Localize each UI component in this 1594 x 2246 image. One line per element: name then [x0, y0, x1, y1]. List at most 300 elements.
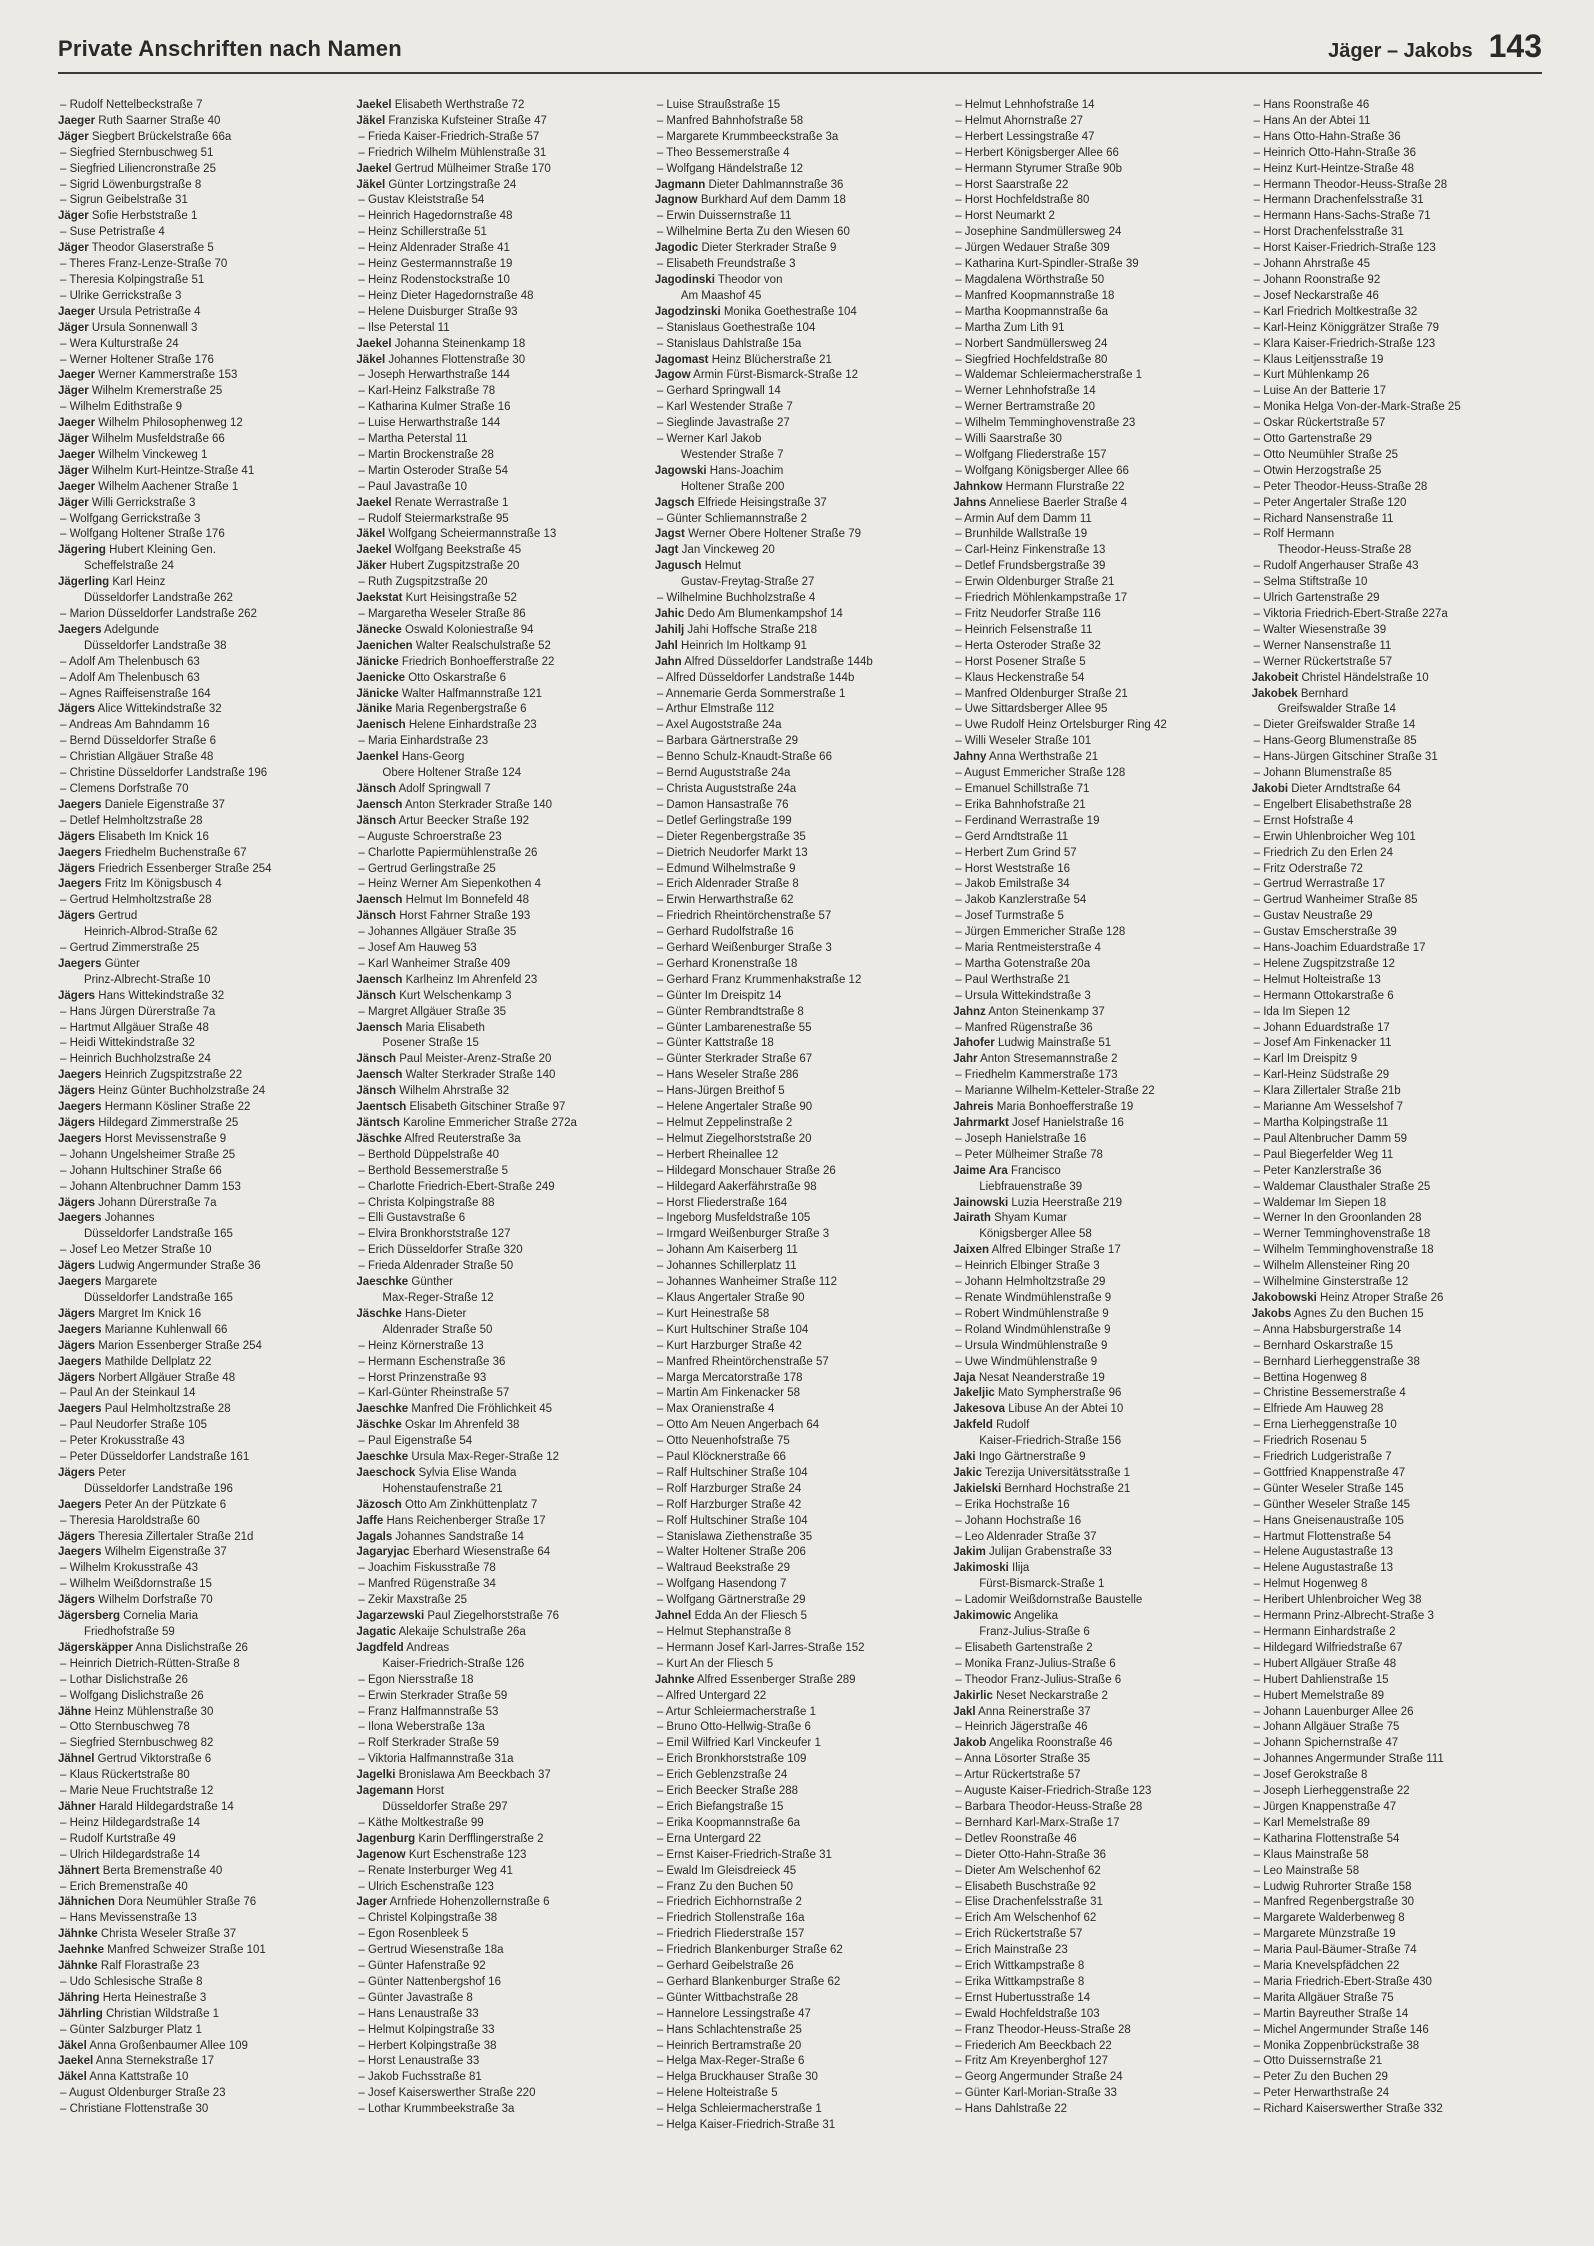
directory-entry [1252, 496, 1542, 512]
entry-text: – Luise Straußstraße 15 [656, 99, 781, 111]
directory-entry [953, 1927, 1243, 1943]
entry-text: – Detlef Frundsbergstraße 39 [955, 560, 1106, 573]
entry-text: Siegbert Brückelstraße 66a [91, 130, 232, 143]
directory-entry [655, 1577, 945, 1593]
directory-entry [953, 591, 1243, 607]
entry-text: Maria Regenbergstraße 6 [395, 703, 527, 716]
directory-entry [1252, 1927, 1542, 1943]
entry-text: Dieter Sterkrader Straße 9 [701, 242, 837, 255]
directory-entry [1252, 909, 1542, 925]
entry-text: Nesat Neanderstraße 19 [978, 1371, 1105, 1384]
entry-text: – Erwin Oldenburger Straße 21 [955, 576, 1115, 589]
surname: Jagodzinski [654, 305, 721, 318]
entry-text: – Erwin Duissernstraße 11 [656, 210, 792, 223]
directory-entry [953, 814, 1243, 830]
entry-text: Jan Vinckeweg 20 [681, 544, 775, 557]
directory-entry [953, 1577, 1243, 1593]
entry-text: Düsseldorfer Landstraße 262 [84, 592, 233, 605]
entry-text: – Luise An der Batterie 17 [1253, 385, 1386, 398]
entry-text: – Johann Blumenstraße 85 [1253, 767, 1392, 780]
entry-text: – Helmut Stephanstraße 8 [656, 1626, 792, 1638]
surname: Jäker [356, 560, 387, 573]
directory-column-3 [655, 98, 945, 2206]
directory-entry [655, 1864, 945, 1880]
entry-text: – Hans Roonstraße 46 [1253, 99, 1370, 111]
directory-entry [1252, 1450, 1542, 1466]
surname: Jaensch [356, 1069, 403, 1082]
entry-text: Anna Kattstraße 10 [89, 2071, 189, 2084]
surname: Jägers [58, 1307, 96, 1320]
directory-entry [655, 1339, 945, 1355]
entry-text: Dieter Dahlmannstraße 36 [708, 178, 844, 191]
entry-text: – Gertrud Helmholtzstraße 28 [60, 894, 212, 907]
directory-entry [356, 1673, 646, 1689]
surname: Jägers [58, 910, 96, 923]
directory-entry [1252, 193, 1542, 209]
entry-text: – Richard Nansenstraße 11 [1253, 512, 1394, 525]
directory-entry [655, 2039, 945, 2055]
directory-entry [953, 830, 1243, 846]
entry-text: – Hans Otto-Hahn-Straße 36 [1253, 130, 1401, 143]
entry-text: – Emanuel Schillstraße 71 [955, 782, 1090, 795]
directory-entry [58, 718, 348, 734]
directory-entry [655, 178, 945, 194]
directory-entry [356, 1052, 646, 1068]
directory-entry [1252, 1832, 1542, 1848]
surname: Jäger [58, 130, 89, 143]
entry-text: – Herta Osteroder Straße 32 [955, 639, 1101, 652]
directory-entry [58, 1386, 348, 1402]
entry-text: – Heinz Körnerstraße 13 [358, 1339, 484, 1352]
directory-entry [58, 400, 348, 416]
entry-text: Sofie Herbststraße 1 [91, 210, 198, 223]
entry-text: – Jakob Kanzlerstraße 54 [955, 894, 1087, 907]
directory-entry [58, 162, 348, 178]
directory-entry [655, 702, 945, 718]
directory-entry [356, 1386, 646, 1402]
directory-entry [655, 782, 945, 798]
directory-entry [58, 1577, 348, 1593]
entry-text: – Martin Bayreuther Straße 14 [1253, 2007, 1409, 2020]
directory-entry [655, 1211, 945, 1227]
entry-text: – Uwe Sittardsberger Allee 95 [955, 703, 1108, 716]
surname: Jäger [58, 433, 89, 446]
surname: Jäkel [356, 178, 386, 191]
directory-entry [356, 1291, 646, 1307]
entry-text: – Heinrich Elbinger Straße 3 [955, 1260, 1100, 1273]
entry-text: – Stanislawa Ziethenstraße 35 [656, 1530, 813, 1543]
entry-text: Anton Stresemannstraße 2 [980, 1053, 1118, 1066]
directory-entry [1252, 146, 1542, 162]
directory-entry [58, 941, 348, 957]
entry-text: – Hans Weseler Straße 286 [656, 1069, 799, 1082]
entry-text: Wilhelm Dorfstraße 70 [98, 1594, 213, 1607]
directory-entry [953, 1959, 1243, 1975]
surname: Jänsch [356, 782, 397, 795]
directory-entry [356, 559, 646, 575]
entry-text: – Christiane Flottenstraße 30 [60, 2103, 209, 2116]
directory-entry [58, 1466, 348, 1482]
directory-entry [356, 1084, 646, 1100]
directory-entry [58, 989, 348, 1005]
entry-text: – Hans Mevissenstraße 13 [60, 1912, 197, 1925]
surname: Jagst [654, 528, 685, 541]
directory-entry [655, 973, 945, 989]
directory-entry [953, 1211, 1243, 1227]
entry-text: – Leo Mainstraße 58 [1253, 1864, 1360, 1877]
entry-text: – Richard Kaiserswerther Straße 332 [1253, 2103, 1443, 2116]
directory-entry [356, 1275, 646, 1291]
directory-entry [655, 273, 945, 289]
surname: Jänsch [356, 989, 397, 1002]
entry-text: Max-Reger-Straße 12 [382, 1291, 494, 1304]
entry-text: – Franz Theodor-Heuss-Straße 28 [955, 2023, 1131, 2036]
entry-text: – Fritz Neudorfer Straße 116 [955, 608, 1101, 620]
entry-text: – Katharina Kulmer Straße 16 [358, 401, 511, 414]
directory-entry [1252, 766, 1542, 782]
directory-entry [58, 1880, 348, 1896]
entry-text: Heinz Günter Buchholzstraße 24 [98, 1085, 266, 1098]
entry-text: – Johann Allgäuer Straße 75 [1253, 1721, 1400, 1734]
surname: Jägers [58, 989, 96, 1002]
surname: Jährling [58, 2007, 103, 2020]
directory-entry [356, 353, 646, 369]
directory-entry [1252, 1434, 1542, 1450]
directory-entry [953, 1975, 1243, 1991]
directory-entry [58, 1434, 348, 1450]
directory-entry [58, 1371, 348, 1387]
surname: Jairath [953, 1212, 991, 1225]
entry-text: – Hans Lenaustraße 33 [358, 2007, 479, 2020]
surname: Jaenisch [356, 719, 406, 732]
entry-text: – Horst Hochfeldstraße 80 [955, 194, 1090, 207]
entry-text: Marion Essenberger Straße 254 [98, 1339, 262, 1352]
directory-entry [58, 1227, 348, 1243]
entry-text: – Martha Koopmannstraße 6a [955, 305, 1108, 318]
directory-entry [356, 1705, 646, 1721]
directory-entry [356, 1371, 646, 1387]
entry-text: – Manfred Koopmannstraße 18 [955, 289, 1115, 302]
entry-text: – Klara Zillertaler Straße 21b [1253, 1085, 1401, 1098]
directory-entry [1252, 1848, 1542, 1864]
entry-text: – Hans-Joachim Eduardstraße 17 [1253, 942, 1426, 955]
surname: Jänsch [356, 1085, 397, 1098]
directory-entry [356, 1355, 646, 1371]
entry-text: – Bernhard Oskarstraße 15 [1253, 1339, 1393, 1352]
directory-entry [655, 193, 945, 209]
directory-entry [58, 1052, 348, 1068]
directory-entry [953, 209, 1243, 225]
entry-text: Julijan Grabenstraße 33 [989, 1546, 1112, 1559]
entry-text: Am Maashof 45 [680, 289, 762, 302]
directory-entry [655, 448, 945, 464]
directory-entry [655, 957, 945, 973]
entry-text: – Maria Rentmeisterstraße 4 [955, 942, 1101, 955]
directory-entry [655, 814, 945, 830]
directory-entry [953, 241, 1243, 257]
directory-entry [356, 337, 646, 353]
directory-entry [1252, 718, 1542, 734]
entry-text: – Heinrich Buchholzstraße 24 [60, 1053, 211, 1066]
entry-text: – Erich Bremenstraße 40 [60, 1880, 188, 1893]
directory-entry [655, 1196, 945, 1212]
directory-entry [655, 1848, 945, 1864]
directory-entry [1252, 1800, 1542, 1816]
surname: Jägers [58, 862, 96, 875]
entry-text: – Gerhard Franz Krummenhakstraße 12 [656, 973, 862, 986]
entry-text: – Günter Lambarenestraße 55 [656, 1021, 812, 1034]
entry-text: – Horst Neumarkt 2 [955, 210, 1055, 223]
entry-text: – Johann Eduardstraße 17 [1253, 1021, 1390, 1034]
entry-text: – Uwe Windmühlenstraße 9 [955, 1355, 1098, 1368]
entry-text: – Gerhard Weißenburger Straße 3 [656, 942, 832, 955]
directory-entry [1252, 1991, 1542, 2007]
directory-entry [58, 846, 348, 862]
directory-entry [655, 146, 945, 162]
entry-text: – Walter Wiesenstraße 39 [1253, 623, 1387, 636]
directory-entry [58, 687, 348, 703]
entry-text: – Heinrich Hagedornstraße 48 [358, 210, 513, 223]
entry-text: – Paul Altenbrucher Damm 59 [1253, 1132, 1408, 1145]
entry-text: – Günter Im Dreispitz 14 [656, 989, 782, 1002]
directory-entry [655, 114, 945, 130]
entry-text: – Gerd Arndtstraße 11 [955, 830, 1069, 843]
directory-entry [58, 1689, 348, 1705]
entry-text: – Erich Mainstraße 23 [955, 1944, 1068, 1957]
entry-text: Düsseldorfer Straße 297 [382, 1800, 508, 1813]
directory-entry [58, 1832, 348, 1848]
surname: Jägerling [58, 576, 110, 589]
directory-entry [58, 909, 348, 925]
surname: Jaegers [58, 1212, 102, 1225]
directory-entry [58, 782, 348, 798]
surname: Jähnke [58, 1928, 98, 1941]
entry-text: Heinz Mühlenstraße 30 [94, 1705, 214, 1718]
entry-text: – Joseph Lierheggenstraße 22 [1253, 1785, 1410, 1798]
entry-text: Paul Helmholtzstraße 28 [104, 1403, 231, 1416]
directory-entry [356, 480, 646, 496]
entry-text: – Auguste Kaiser-Friedrich-Straße 123 [955, 1785, 1152, 1798]
entry-text: – Werner Bertramstraße 20 [955, 401, 1095, 414]
directory-entry [58, 1100, 348, 1116]
directory-entry [58, 1705, 348, 1721]
directory-entry [655, 1800, 945, 1816]
surname: Jahreis [953, 1101, 994, 1114]
entry-text: Ingo Gärtnerstraße 9 [978, 1451, 1086, 1464]
entry-text: – Stanislaus Dahlstraße 15a [656, 337, 802, 350]
directory-entry [953, 1100, 1243, 1116]
surname: Jaegers [58, 1546, 102, 1559]
directory-entry [356, 1561, 646, 1577]
directory-entry [655, 1418, 945, 1434]
entry-text: – Kurt Hultschiner Straße 104 [656, 1323, 809, 1336]
directory-entry [356, 384, 646, 400]
directory-entry [953, 639, 1243, 655]
entry-text: Anton Steinenkamp 37 [988, 1005, 1105, 1018]
entry-text: – Johannes Wanheimer Straße 112 [656, 1276, 838, 1289]
entry-text: Anna Werthstraße 21 [989, 751, 1099, 764]
entry-text: Karoline Emmericher Straße 272a [403, 1117, 577, 1129]
surname: Jagemann [356, 1785, 414, 1798]
directory-entry [655, 1132, 945, 1148]
directory-entry [1252, 798, 1542, 814]
directory-entry [953, 750, 1243, 766]
entry-text: – Helmut Hogenweg 8 [1253, 1578, 1368, 1591]
entry-text: – Bernhard Karl-Marx-Straße 17 [955, 1816, 1120, 1829]
entry-text: – Egon Rosenbleek 5 [358, 1928, 469, 1941]
directory-entry [953, 2007, 1243, 2023]
entry-text: – Margaretha Weseler Straße 86 [358, 608, 526, 620]
directory-entry [356, 1800, 646, 1816]
directory-entry [1252, 400, 1542, 416]
entry-text: – Ladomir Weißdornstraße Baustelle [955, 1594, 1143, 1607]
entry-text: Heinrich-Albrod-Straße 62 [84, 926, 218, 939]
entry-text: Gertrud [98, 910, 138, 923]
directory-entry [58, 241, 348, 257]
directory-entry [953, 1657, 1243, 1673]
entry-text: – Erich Biefangstraße 15 [656, 1800, 784, 1813]
entry-text: – Bernd Auguststraße 24a [656, 767, 791, 780]
directory-entry [1252, 368, 1542, 384]
directory-entry [58, 1943, 348, 1959]
directory-entry [655, 241, 945, 257]
surname: Jaegers [58, 1355, 102, 1368]
entry-text: – Edmund Wilhelmstraße 9 [656, 862, 796, 875]
directory-entry [1252, 1355, 1542, 1371]
surname: Jagusch [654, 560, 702, 573]
directory-entry [356, 1943, 646, 1959]
surname: Jähne [58, 1705, 92, 1718]
entry-text: Walter Realschulstraße 52 [415, 639, 551, 652]
directory-entry [356, 877, 646, 893]
directory-entry [953, 480, 1243, 496]
directory-entry [655, 718, 945, 734]
surname: Jakfeld [953, 1419, 993, 1432]
directory-entry [655, 1148, 945, 1164]
surname: Jahofer [953, 1037, 995, 1050]
surname: Jagt [654, 544, 679, 557]
entry-text: – Artur Schleiermacherstraße 1 [656, 1705, 816, 1718]
directory-entry [655, 1068, 945, 1084]
directory-entry [356, 432, 646, 448]
entry-text: Prinz-Albrecht-Straße 10 [84, 973, 211, 986]
entry-text: Ursula Max-Reger-Straße 12 [411, 1451, 560, 1464]
surname: Jakesova [953, 1403, 1006, 1416]
directory-entry [953, 289, 1243, 305]
entry-text: – Rudolf Angerhauser Straße 43 [1253, 560, 1419, 573]
entry-text: Gertrud Viktorstraße 6 [97, 1753, 212, 1766]
directory-entry [655, 289, 945, 305]
surname: Jägerskäpper [58, 1641, 133, 1654]
entry-text: – Werner Holtener Straße 176 [60, 353, 214, 366]
entry-text: Wilhelm Kremerstraße 25 [91, 385, 223, 398]
directory-entry [655, 1911, 945, 1927]
entry-text: – Udo Schlesische Straße 8 [60, 1975, 203, 1988]
entry-text: – Friederich Am Beeckbach 22 [955, 2039, 1112, 2052]
entry-text: – Egon Niersstraße 18 [358, 1673, 474, 1686]
entry-text: Sylvia Elise Wanda [418, 1466, 517, 1479]
directory-entry [655, 1434, 945, 1450]
directory-entry [953, 1148, 1243, 1164]
directory-entry [1252, 623, 1542, 639]
entry-text: – Margarete Walderbenweg 8 [1253, 1912, 1405, 1925]
entry-text: Anna Sternekstraße 17 [95, 2055, 215, 2068]
surname: Jahl [654, 639, 678, 652]
entry-text: Karl Heinz [112, 576, 166, 589]
surname: Jänsch [356, 910, 397, 923]
directory-entry [953, 496, 1243, 512]
directory-entry [356, 2039, 646, 2055]
entry-text: Wolfgang Scheiermannstraße 13 [388, 528, 557, 541]
entry-text: – Martha Kolpingstraße 11 [1253, 1117, 1389, 1129]
entry-text: – Marianne Wilhelm-Ketteler-Straße 22 [955, 1085, 1155, 1098]
entry-text: Ralf Florastraße 23 [100, 1960, 200, 1973]
entry-text: – Auguste Schroerstraße 23 [358, 830, 502, 843]
directory-entry [1252, 162, 1542, 178]
entry-text: – Manfred Regenbergstraße 30 [1253, 1896, 1415, 1909]
directory-entry [58, 973, 348, 989]
entry-text: – Rolf Sterkrader Straße 59 [358, 1737, 500, 1750]
directory-entry [1252, 1625, 1542, 1641]
name-range: Jäger – Jakobs [1328, 40, 1473, 62]
entry-text: Aldenrader Straße 50 [382, 1323, 493, 1336]
directory-entry [356, 193, 646, 209]
directory-entry [1252, 575, 1542, 591]
entry-text: Francisco [1010, 1164, 1061, 1177]
entry-text: – Otto Sternbuschweg 78 [60, 1721, 190, 1734]
directory-entry [58, 1116, 348, 1132]
entry-text: – Christa Kolpingstraße 88 [358, 1196, 495, 1209]
directory-entry [1252, 1784, 1542, 1800]
entry-text: – Marion Düsseldorfer Landstraße 262 [60, 608, 257, 620]
surname: Jaegers [58, 846, 102, 859]
entry-text: – Hildegard Monschauer Straße 26 [656, 1164, 836, 1177]
directory-entry [655, 1275, 945, 1291]
entry-text: – Friedrich Blankenburger Straße 62 [656, 1944, 843, 1957]
entry-text: – Hermann Prinz-Albrecht-Straße 3 [1253, 1610, 1434, 1623]
directory-entry [655, 1036, 945, 1052]
entry-text: – Johann Ungelsheimer Straße 25 [60, 1148, 236, 1161]
surname: Jakic [953, 1466, 982, 1479]
directory-entry [58, 1720, 348, 1736]
directory-entry [356, 1927, 646, 1943]
directory-entry [953, 1434, 1243, 1450]
entry-text: – Günter Salzburger Platz 1 [60, 2023, 202, 2036]
directory-entry [655, 846, 945, 862]
directory-entry [655, 543, 945, 559]
entry-text: – Horst Drachenfelsstraße 31 [1253, 226, 1404, 239]
entry-text: – Ilona Weberstraße 13a [358, 1721, 485, 1734]
entry-text: Otto Oskarstraße 6 [408, 671, 506, 684]
entry-text: – Herbert Zum Grind 57 [955, 846, 1077, 859]
directory-entry [1252, 734, 1542, 750]
entry-text: – Friedrich Zu den Erlen 24 [1253, 846, 1393, 859]
entry-text: – Gerhard Rudolfstraße 16 [656, 926, 794, 939]
directory-entry [655, 655, 945, 671]
directory-entry [58, 1673, 348, 1689]
entry-text: Kurt Heisingstraße 52 [405, 592, 517, 605]
surname: Jagmann [654, 178, 706, 191]
directory-entry [953, 178, 1243, 194]
entry-text: Oswald Koloniestraße 94 [405, 623, 534, 636]
directory-entry [655, 575, 945, 591]
directory-entry [1252, 957, 1542, 973]
entry-text: – Ulrich Gartenstraße 29 [1253, 592, 1380, 605]
entry-text: – Jürgen Knappenstraße 47 [1253, 1800, 1397, 1813]
surname: Jägers [58, 1530, 96, 1543]
entry-text: – Hermann Eschenstraße 36 [358, 1355, 506, 1368]
entry-text: Liebfrauenstraße 39 [979, 1180, 1083, 1193]
